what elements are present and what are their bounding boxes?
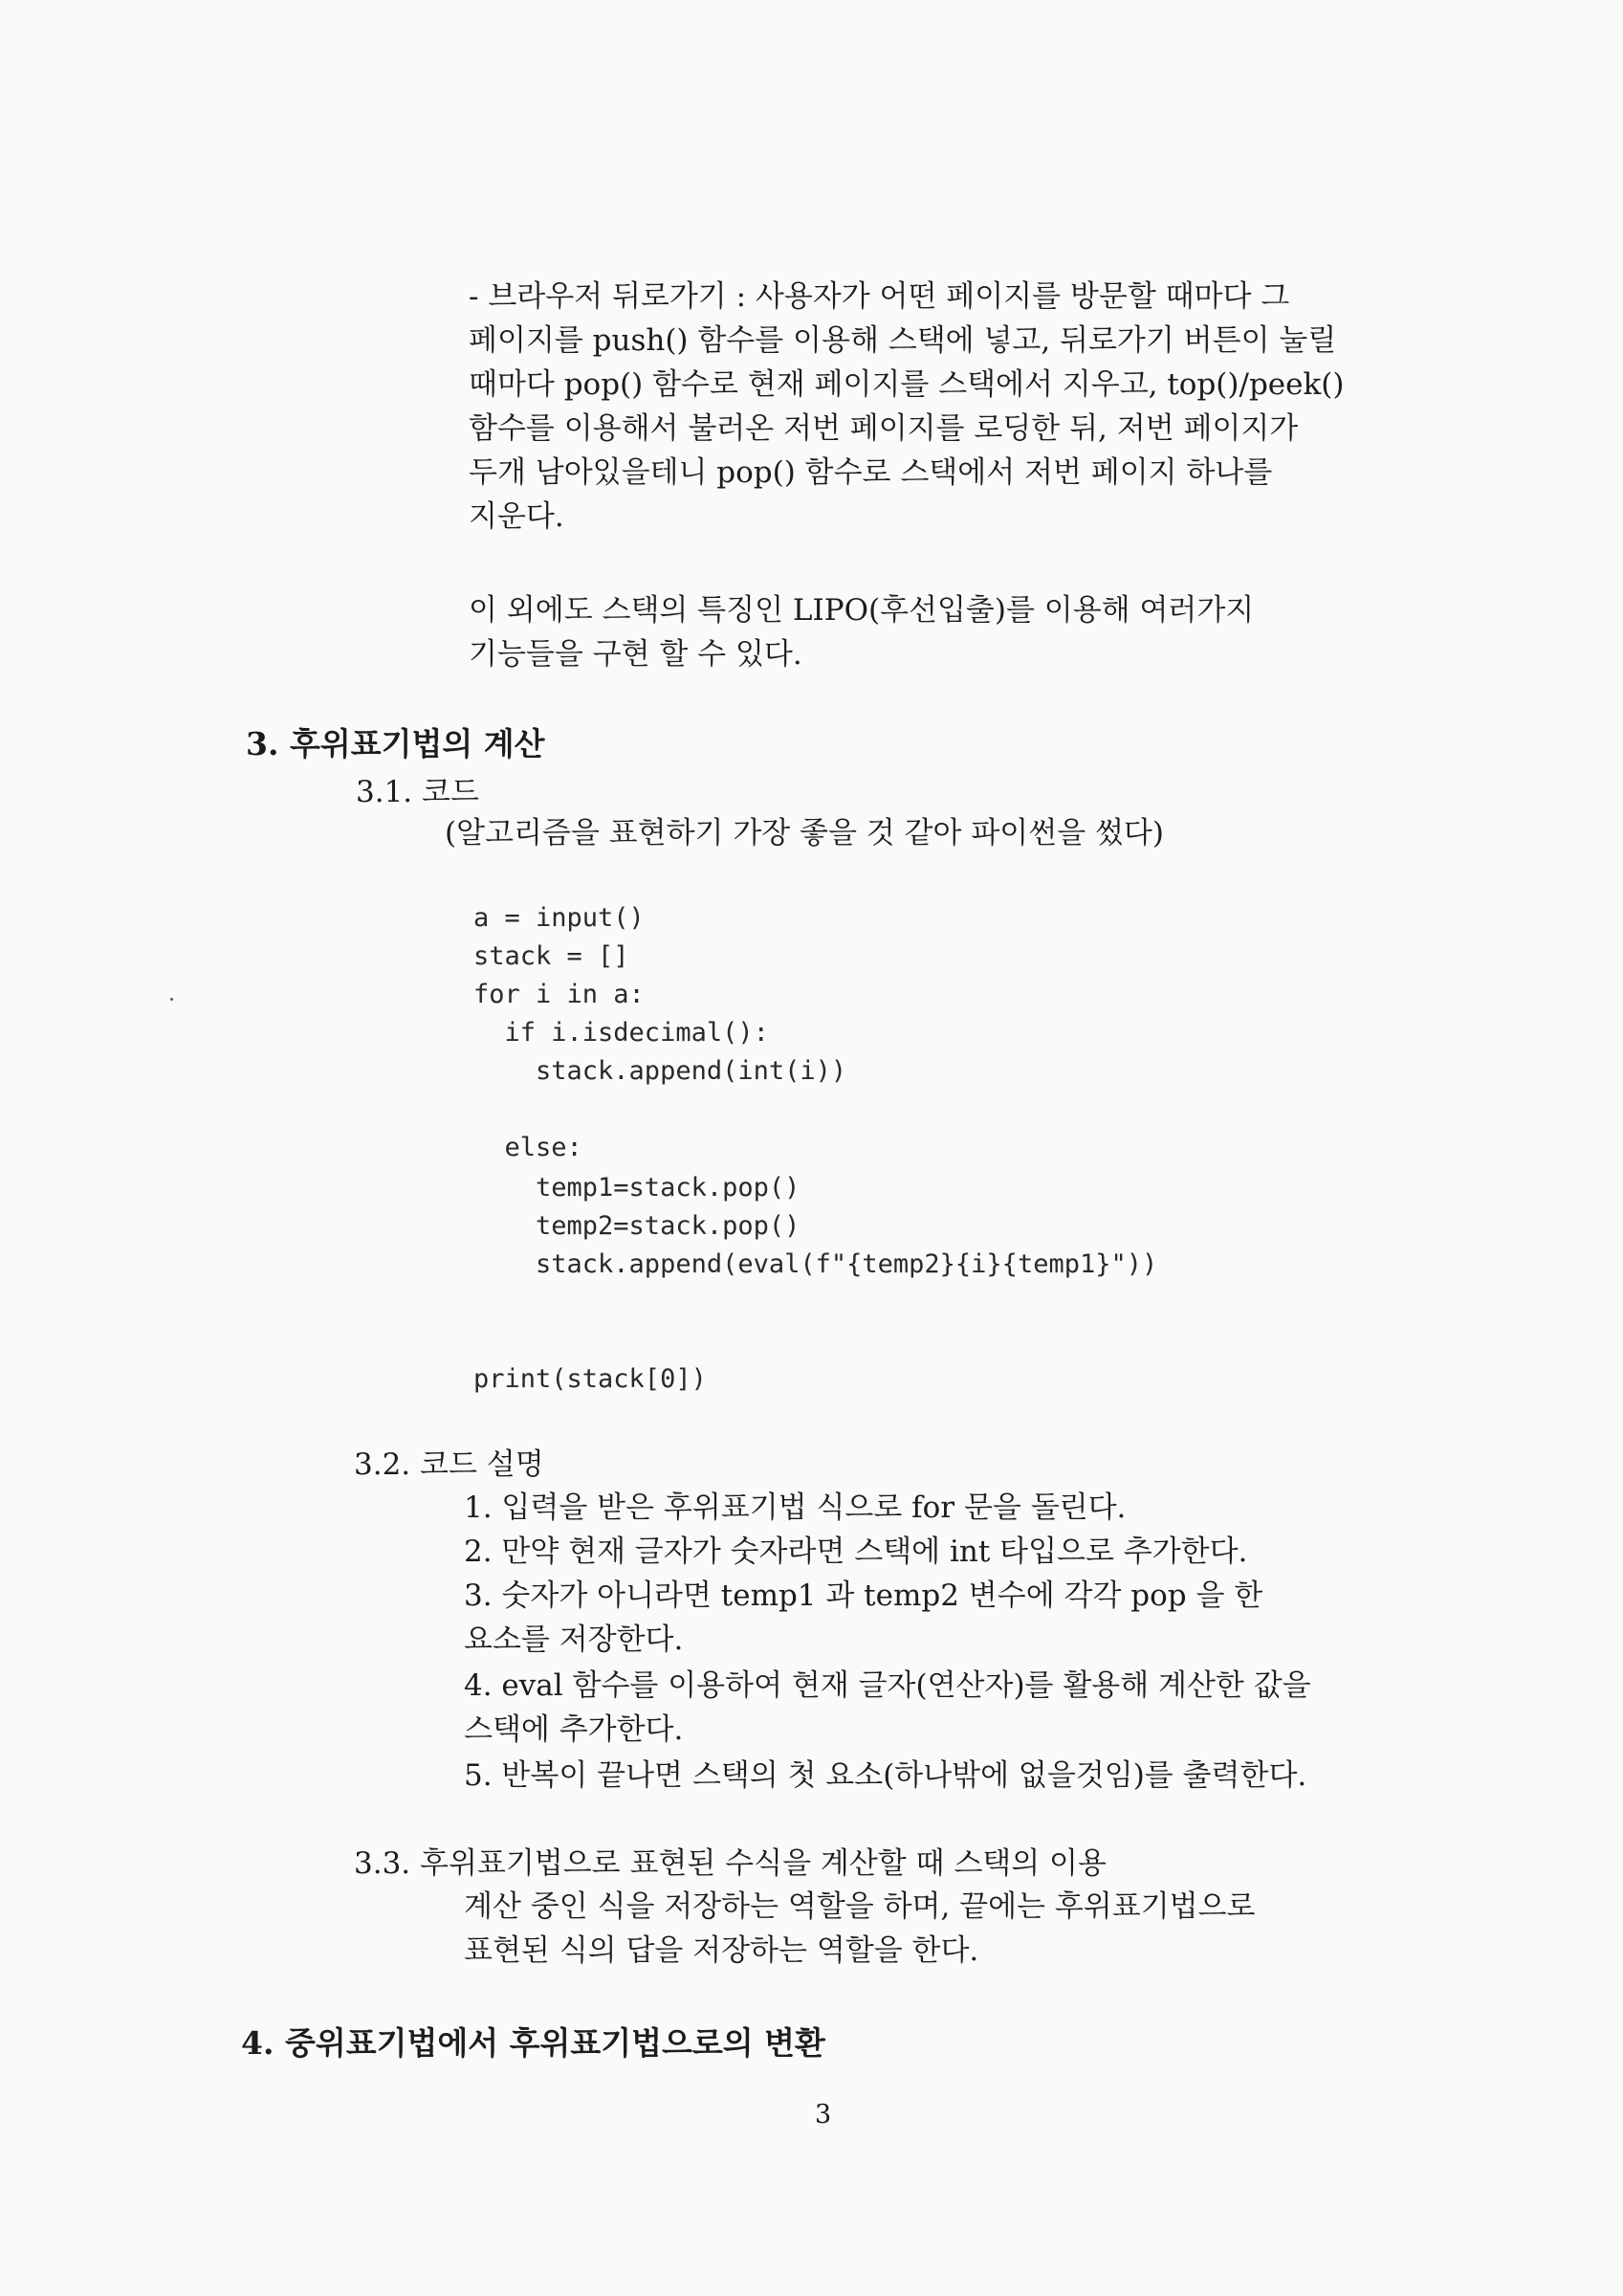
text-line: 표현된 식의 답을 저장하는 역할을 한다.	[464, 1933, 979, 1968]
code-line: stack = []	[473, 941, 629, 971]
code-line: temp2=stack.pop()	[473, 1211, 801, 1241]
section-4-heading: 4. 중위표기법에서 후위표기법으로의 변환	[241, 2024, 825, 2062]
list-item: 3. 숫자가 아니라면 temp1 과 temp2 변수에 각각 pop 을 한	[464, 1578, 1263, 1613]
section-3-heading: 3. 후위표기법의 계산	[246, 725, 545, 762]
subsection-3-2-heading: 3.2. 코드 설명	[354, 1447, 544, 1482]
subsection-3-1-heading: 3.1. 코드	[356, 775, 479, 809]
text-line: 함수를 이용해서 불러온 저번 페이지를 로딩한 뒤, 저번 페이지가	[469, 411, 1299, 446]
code-line: print(stack[0])	[473, 1364, 707, 1394]
page-number: 3	[815, 2100, 832, 2130]
list-item: 스택에 추가한다.	[464, 1712, 684, 1747]
subsection-3-1-note: (알고리즘을 표현하기 가장 좋을 것 같아 파이썬을 썼다)	[445, 816, 1164, 850]
text-line: 두개 남아있을테니 pop() 함수로 스택에서 저번 페이지 하나를	[469, 455, 1273, 490]
text-line: 페이지를 push() 함수를 이용해 스택에 넣고, 뒤로가기 버튼이 눌릴	[469, 323, 1337, 358]
text-line: 때마다 pop() 함수로 현재 페이지를 스택에서 지우고, top()/peek()	[469, 367, 1345, 402]
scan-speck	[170, 998, 173, 1001]
code-line: stack.append(eval(f"{temp2}{i}{temp1}"))	[473, 1249, 1158, 1279]
code-line: a = input()	[473, 903, 645, 933]
code-line: temp1=stack.pop()	[473, 1173, 801, 1203]
list-item: 1. 입력을 받은 후위표기법 식으로 for 문을 돌린다.	[464, 1490, 1127, 1525]
list-item: 5. 반복이 끝나면 스택의 첫 요소(하나밖에 없을것임)를 출력한다.	[464, 1758, 1307, 1793]
list-item: 요소를 저장한다.	[464, 1623, 684, 1657]
code-line: if i.isdecimal():	[473, 1018, 769, 1048]
text-line: 계산 중인 식을 저장하는 역할을 하며, 끝에는 후위표기법으로	[464, 1889, 1256, 1924]
code-line: stack.append(int(i))	[473, 1056, 847, 1086]
text-line: 기능들을 구현 할 수 있다.	[469, 637, 802, 672]
text-line: 지운다.	[469, 499, 564, 534]
list-item: 4. eval 함수를 이용하여 현재 글자(연산자)를 활용해 계산한 값을	[464, 1668, 1311, 1703]
list-item: 2. 만약 현재 글자가 숫자라면 스택에 int 타입으로 추가한다.	[464, 1534, 1248, 1569]
subsection-3-3-heading: 3.3. 후위표기법으로 표현된 수식을 계산할 때 스택의 이용	[354, 1846, 1107, 1881]
text-line: - 브라우저 뒤로가기 : 사용자가 어떤 페이지를 방문할 때마다 그	[469, 279, 1290, 314]
code-line: for i in a:	[473, 980, 645, 1009]
text-line: 이 외에도 스택의 특징인 LIPO(후선입출)를 이용해 여러가지	[469, 593, 1255, 628]
code-line: else:	[473, 1133, 582, 1162]
